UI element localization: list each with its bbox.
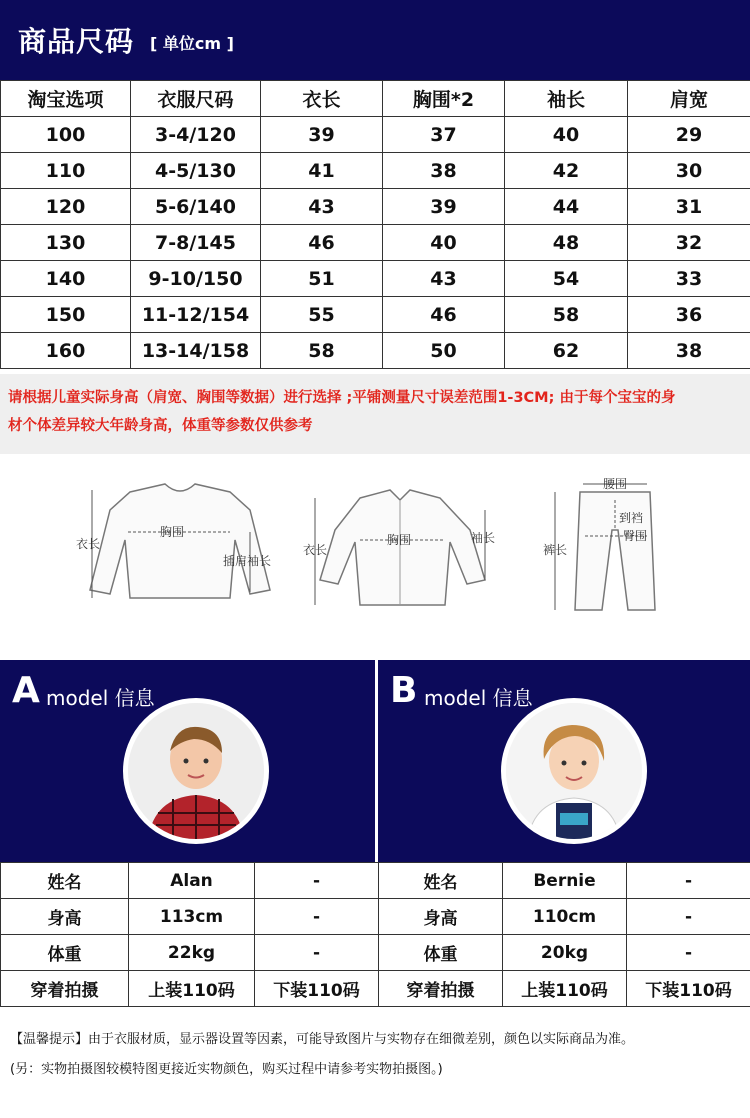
- table-cell: -: [627, 935, 750, 971]
- table-cell: 46: [383, 297, 505, 333]
- table-cell: 31: [628, 189, 750, 225]
- pants-crotch-label: 到裆: [619, 511, 644, 525]
- model-a-letter: A: [12, 670, 40, 711]
- column-header: 衣服尺码: [131, 81, 261, 117]
- table-cell: -: [255, 899, 379, 935]
- table-cell: 33: [628, 261, 750, 297]
- table-row: [1, 189, 750, 225]
- table-row: [1, 153, 750, 189]
- table-cell: 36: [628, 297, 750, 333]
- table-row: [1, 971, 750, 1007]
- table-cell: 62: [505, 333, 628, 369]
- footer-tip-line: (另：实物拍摄图较模特图更接近实物颜色，购买过程中请参考实物拍摄图。): [10, 1062, 443, 1077]
- footer-tips: [10, 1025, 745, 1085]
- table-cell: 体重: [1, 935, 129, 971]
- model-b-letter: B: [390, 670, 418, 711]
- table-row: [1, 935, 750, 971]
- table-row: [1, 899, 750, 935]
- table-cell: 38: [628, 333, 750, 369]
- table-cell: 30: [628, 153, 750, 189]
- table-cell: 22kg: [129, 935, 255, 971]
- model-a-panel: [0, 660, 375, 862]
- table-cell: 55: [261, 297, 383, 333]
- model-a-label: model 信息: [46, 686, 155, 710]
- table-cell: 7-8/145: [131, 225, 261, 261]
- column-header: 衣长: [261, 81, 383, 117]
- table-cell: 体重: [379, 935, 503, 971]
- sizing-note-line: 请根据儿童实际身高（肩宽、胸围等数据）进行选择 ;平铺测量尺寸误差范围1-3CM; 由于每个宝宝的身: [8, 390, 676, 406]
- shirt-chest-label: 胸围: [387, 533, 412, 547]
- size-table: [0, 80, 750, 369]
- table-cell: -: [255, 935, 379, 971]
- table-cell: 110cm: [503, 899, 627, 935]
- model-panels: [0, 660, 750, 862]
- tshirt-length-label: 衣长: [76, 537, 101, 551]
- shirt-length-label: 衣长: [303, 543, 328, 557]
- table-cell: 4-5/130: [131, 153, 261, 189]
- table-cell: 身高: [379, 899, 503, 935]
- unit-label: [ 单位cm ]: [150, 34, 234, 53]
- table-cell: 113cm: [129, 899, 255, 935]
- model-a-photo: [123, 698, 269, 844]
- table-cell: 58: [261, 333, 383, 369]
- tshirt-sleeve-label: 插肩袖长: [223, 554, 272, 568]
- table-cell: 42: [505, 153, 628, 189]
- table-cell: 110: [1, 153, 131, 189]
- table-cell: 姓名: [379, 863, 503, 899]
- table-cell: 43: [383, 261, 505, 297]
- table-cell: 38: [383, 153, 505, 189]
- table-cell: 54: [505, 261, 628, 297]
- table-cell: 下装110码: [627, 971, 750, 1007]
- tshirt-diagram: [70, 470, 295, 614]
- table-cell: 44: [505, 189, 628, 225]
- table-row: [1, 297, 750, 333]
- table-cell: 39: [261, 117, 383, 153]
- table-cell: 5-6/140: [131, 189, 261, 225]
- table-cell: 140: [1, 261, 131, 297]
- table-cell: 上装110码: [129, 971, 255, 1007]
- table-cell: -: [255, 863, 379, 899]
- table-cell: Alan: [129, 863, 255, 899]
- table-row: [1, 261, 750, 297]
- column-header: 肩宽: [628, 81, 750, 117]
- sizing-note: [0, 374, 750, 454]
- footer-tip-line: 【温馨提示】由于衣服材质，显示器设置等因素，可能导致图片与实物存在细微差别，颜色以实际商品为准。: [10, 1032, 635, 1047]
- table-cell: 穿着拍摄: [1, 971, 129, 1007]
- table-row: [1, 863, 750, 899]
- shirt-diagram: [295, 470, 515, 614]
- table-cell: 58: [505, 297, 628, 333]
- model-b-panel: [378, 660, 750, 862]
- size-table-header-row: [1, 81, 750, 117]
- shirt-sleeve-label: 袖长: [471, 531, 496, 545]
- table-cell: 50: [383, 333, 505, 369]
- sizing-note-line: 材个体差异较大年龄身高，体重等参数仅供参考: [8, 418, 313, 434]
- table-row: [1, 225, 750, 261]
- table-cell: 37: [383, 117, 505, 153]
- table-cell: Bernie: [503, 863, 627, 899]
- table-cell: 上装110码: [503, 971, 627, 1007]
- header-banner: [0, 0, 750, 80]
- column-header: 胸围*2: [383, 81, 505, 117]
- pants-length-label: 裤长: [543, 543, 568, 557]
- column-header: 淘宝选项: [1, 81, 131, 117]
- table-cell: 43: [261, 189, 383, 225]
- table-cell: 9-10/150: [131, 261, 261, 297]
- table-cell: 身高: [1, 899, 129, 935]
- table-cell: 120: [1, 189, 131, 225]
- table-cell: 51: [261, 261, 383, 297]
- table-cell: 48: [505, 225, 628, 261]
- table-cell: -: [627, 899, 750, 935]
- table-cell: 下装110码: [255, 971, 379, 1007]
- table-cell: 32: [628, 225, 750, 261]
- column-header: 袖长: [505, 81, 628, 117]
- tshirt-chest-label: 胸围: [160, 525, 185, 539]
- table-cell: 150: [1, 297, 131, 333]
- table-cell: -: [627, 863, 750, 899]
- table-cell: 29: [628, 117, 750, 153]
- page-title: 商品尺码: [18, 25, 135, 58]
- table-cell: 40: [505, 117, 628, 153]
- pants-diagram: [535, 470, 685, 624]
- table-row: [1, 333, 750, 369]
- table-cell: 3-4/120: [131, 117, 261, 153]
- pants-hip-label: 臀围: [623, 529, 648, 543]
- table-cell: 11-12/154: [131, 297, 261, 333]
- table-cell: 20kg: [503, 935, 627, 971]
- table-cell: 39: [383, 189, 505, 225]
- table-cell: 160: [1, 333, 131, 369]
- model-b-label: model 信息: [424, 686, 533, 710]
- table-row: [1, 117, 750, 153]
- pants-waist-label: 腰围: [603, 477, 628, 491]
- table-cell: 13-14/158: [131, 333, 261, 369]
- model-b-photo: [501, 698, 647, 844]
- table-cell: 41: [261, 153, 383, 189]
- table-cell: 穿着拍摄: [379, 971, 503, 1007]
- table-cell: 46: [261, 225, 383, 261]
- table-cell: 130: [1, 225, 131, 261]
- table-cell: 姓名: [1, 863, 129, 899]
- table-cell: 40: [383, 225, 505, 261]
- model-info-table: [0, 862, 750, 1007]
- table-cell: 100: [1, 117, 131, 153]
